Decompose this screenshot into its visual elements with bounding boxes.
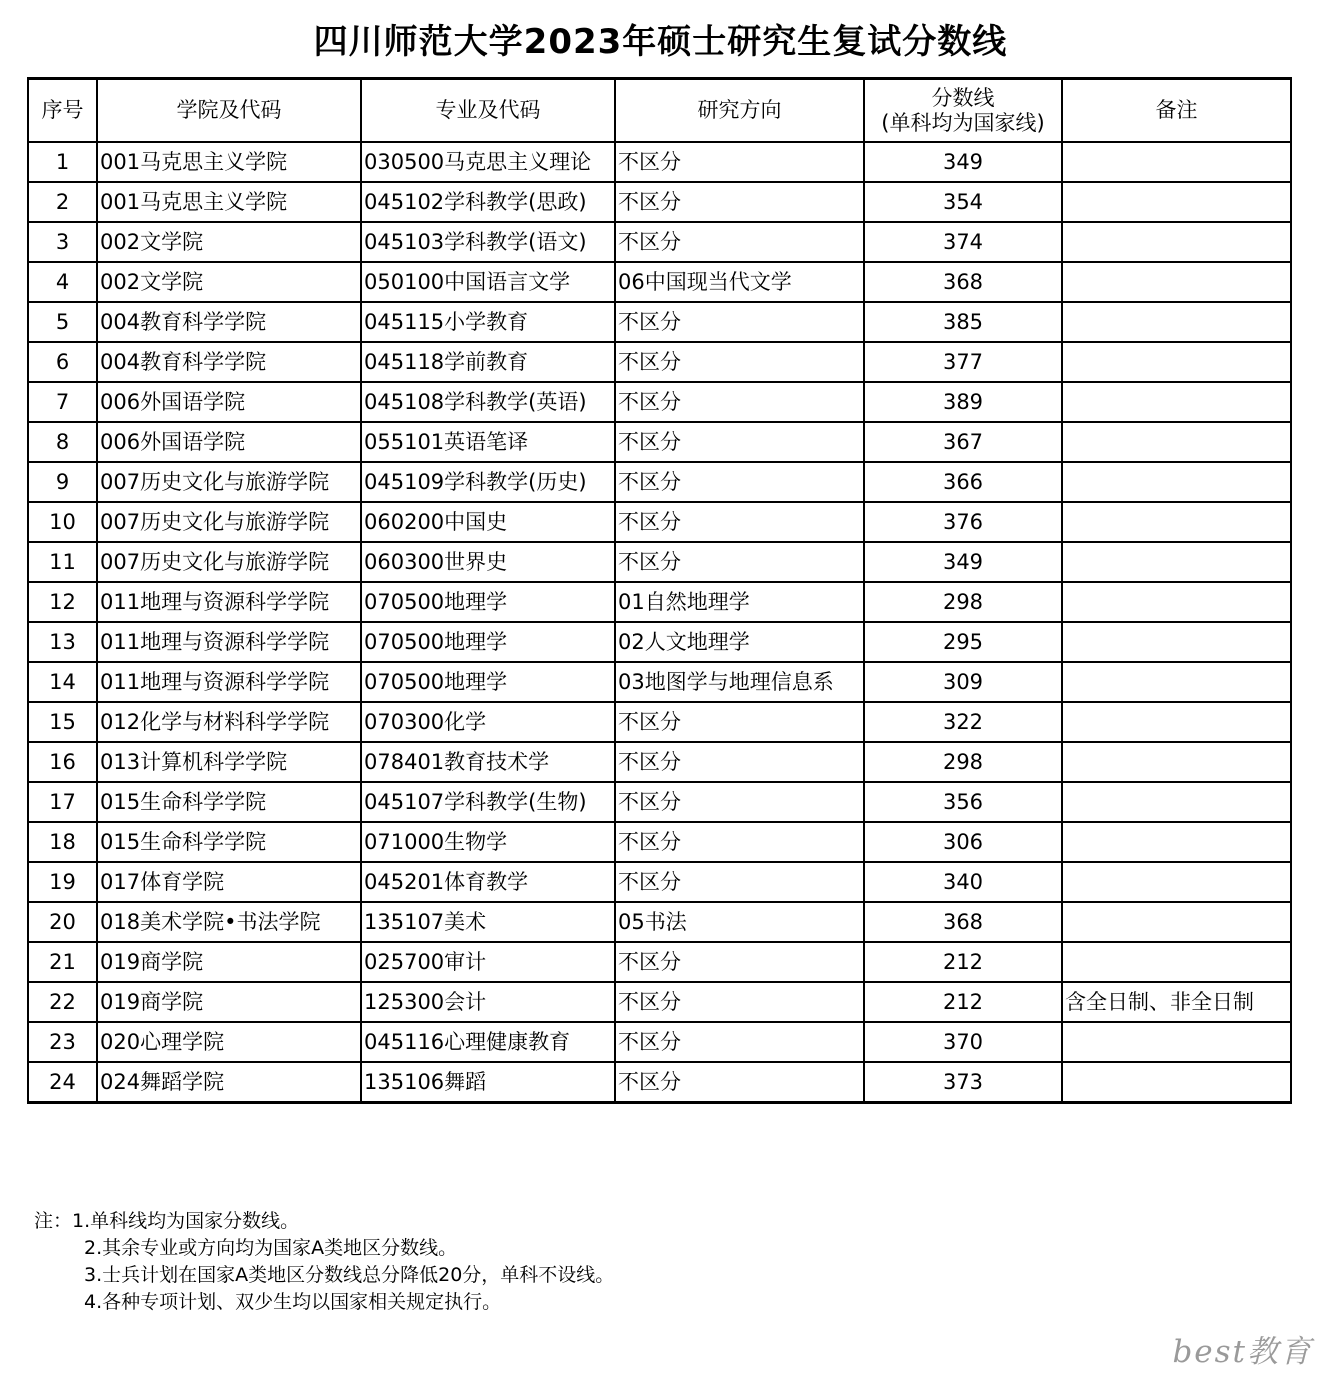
cell-score: 354 <box>864 182 1062 222</box>
cell-major: 045107学科教学(生物) <box>361 782 615 822</box>
table-row <box>28 222 1291 262</box>
cell-major: 025700审计 <box>361 942 615 982</box>
cell-score: 309 <box>864 662 1062 702</box>
cell-major: 070300化学 <box>361 702 615 742</box>
footnote-3: 3.士兵计划在国家A类地区分数线总分降低20分，单科不设线。 <box>84 1264 615 1286</box>
cell-note <box>1062 742 1291 782</box>
table-row <box>28 502 1291 542</box>
table-row <box>28 542 1291 582</box>
table-header <box>28 79 1291 143</box>
cell-direction: 05书法 <box>615 902 864 942</box>
cell-score: 385 <box>864 302 1062 342</box>
cell-school: 007历史文化与旅游学院 <box>97 502 361 542</box>
cell-direction: 不区分 <box>615 942 864 982</box>
cell-major: 045102学科教学(思政) <box>361 182 615 222</box>
cell-score: 367 <box>864 422 1062 462</box>
table-row <box>28 582 1291 622</box>
cell-note <box>1062 542 1291 582</box>
cell-school: 020心理学院 <box>97 1022 361 1062</box>
header-direction: 研究方向 <box>615 79 864 143</box>
table-row <box>28 1022 1291 1062</box>
watermark-logo: best教育 <box>1172 1334 1313 1370</box>
cell-direction: 不区分 <box>615 302 864 342</box>
cell-index: 20 <box>28 902 97 942</box>
cell-school: 011地理与资源科学学院 <box>97 582 361 622</box>
cell-note <box>1062 1062 1291 1103</box>
cell-direction: 不区分 <box>615 1062 864 1103</box>
cell-score: 376 <box>864 502 1062 542</box>
cell-note <box>1062 582 1291 622</box>
table-row <box>28 302 1291 342</box>
table-row <box>28 622 1291 662</box>
cell-index: 16 <box>28 742 97 782</box>
cell-note <box>1062 142 1291 182</box>
cell-index: 8 <box>28 422 97 462</box>
table-row <box>28 742 1291 782</box>
cell-school: 018美术学院•书法学院 <box>97 902 361 942</box>
table-row <box>28 342 1291 382</box>
cell-major: 071000生物学 <box>361 822 615 862</box>
cell-major: 045201体育教学 <box>361 862 615 902</box>
table-row <box>28 422 1291 462</box>
cell-index: 24 <box>28 1062 97 1103</box>
header-score-subtitle: (单科均为国家线) <box>881 110 1045 135</box>
cell-index: 5 <box>28 302 97 342</box>
cell-index: 3 <box>28 222 97 262</box>
cell-score: 322 <box>864 702 1062 742</box>
cell-note <box>1062 342 1291 382</box>
cell-school: 015生命科学学院 <box>97 822 361 862</box>
cell-note: 含全日制、非全日制 <box>1062 982 1291 1022</box>
footnote-4: 4.各种专项计划、双少生均以国家相关规定执行。 <box>84 1291 502 1313</box>
cell-score: 349 <box>864 142 1062 182</box>
cell-index: 19 <box>28 862 97 902</box>
table-body <box>28 142 1291 1103</box>
cell-major: 045116心理健康教育 <box>361 1022 615 1062</box>
cell-major: 070500地理学 <box>361 582 615 622</box>
cell-major: 070500地理学 <box>361 622 615 662</box>
header-index: 序号 <box>28 79 97 143</box>
cell-major: 070500地理学 <box>361 662 615 702</box>
cell-note <box>1062 822 1291 862</box>
cell-note <box>1062 462 1291 502</box>
cell-direction: 不区分 <box>615 342 864 382</box>
cell-note <box>1062 262 1291 302</box>
cell-direction: 不区分 <box>615 142 864 182</box>
cell-school: 002文学院 <box>97 222 361 262</box>
cell-note <box>1062 902 1291 942</box>
table-row <box>28 702 1291 742</box>
cell-note <box>1062 382 1291 422</box>
cell-index: 10 <box>28 502 97 542</box>
cell-score: 212 <box>864 942 1062 982</box>
cell-major: 078401教育技术学 <box>361 742 615 782</box>
cell-direction: 06中国现当代文学 <box>615 262 864 302</box>
cell-major: 050100中国语言文学 <box>361 262 615 302</box>
cell-index: 1 <box>28 142 97 182</box>
cell-index: 22 <box>28 982 97 1022</box>
score-table <box>27 77 1292 1104</box>
cell-score: 368 <box>864 262 1062 302</box>
footnote-1: 注：1.单科线均为国家分数线。 <box>34 1210 300 1232</box>
cell-direction: 不区分 <box>615 422 864 462</box>
cell-school: 015生命科学学院 <box>97 782 361 822</box>
table-row <box>28 262 1291 302</box>
cell-direction: 02人文地理学 <box>615 622 864 662</box>
table-row <box>28 142 1291 182</box>
cell-school: 004教育科学学院 <box>97 342 361 382</box>
cell-major: 135106舞蹈 <box>361 1062 615 1103</box>
header-note: 备注 <box>1062 79 1291 143</box>
cell-index: 6 <box>28 342 97 382</box>
cell-direction: 不区分 <box>615 382 864 422</box>
cell-index: 2 <box>28 182 97 222</box>
cell-score: 295 <box>864 622 1062 662</box>
cell-index: 23 <box>28 1022 97 1062</box>
cell-major: 125300会计 <box>361 982 615 1022</box>
cell-score: 370 <box>864 1022 1062 1062</box>
cell-school: 019商学院 <box>97 942 361 982</box>
cell-score: 298 <box>864 742 1062 782</box>
cell-direction: 不区分 <box>615 1022 864 1062</box>
cell-score: 389 <box>864 382 1062 422</box>
cell-score: 349 <box>864 542 1062 582</box>
cell-index: 21 <box>28 942 97 982</box>
cell-score: 374 <box>864 222 1062 262</box>
cell-score: 298 <box>864 582 1062 622</box>
cell-note <box>1062 622 1291 662</box>
cell-direction: 不区分 <box>615 542 864 582</box>
cell-index: 4 <box>28 262 97 302</box>
cell-major: 045109学科教学(历史) <box>361 462 615 502</box>
table-row <box>28 182 1291 222</box>
cell-score: 373 <box>864 1062 1062 1103</box>
table-row <box>28 782 1291 822</box>
cell-index: 13 <box>28 622 97 662</box>
cell-major: 060200中国史 <box>361 502 615 542</box>
cell-direction: 不区分 <box>615 782 864 822</box>
table-row <box>28 902 1291 942</box>
cell-school: 006外国语学院 <box>97 382 361 422</box>
cell-score: 340 <box>864 862 1062 902</box>
cell-index: 7 <box>28 382 97 422</box>
cell-note <box>1062 782 1291 822</box>
header-row <box>28 79 1291 143</box>
cell-note <box>1062 862 1291 902</box>
cell-index: 11 <box>28 542 97 582</box>
cell-major: 135107美术 <box>361 902 615 942</box>
cell-major: 045108学科教学(英语) <box>361 382 615 422</box>
cell-direction: 01自然地理学 <box>615 582 864 622</box>
cell-direction: 不区分 <box>615 862 864 902</box>
footnotes <box>34 1208 614 1316</box>
cell-school: 012化学与材料科学学院 <box>97 702 361 742</box>
cell-score: 366 <box>864 462 1062 502</box>
cell-school: 001马克思主义学院 <box>97 142 361 182</box>
cell-score: 377 <box>864 342 1062 382</box>
cell-major: 045103学科教学(语文) <box>361 222 615 262</box>
cell-direction: 不区分 <box>615 982 864 1022</box>
cell-school: 011地理与资源科学学院 <box>97 622 361 662</box>
cell-direction: 03地图学与地理信息系 <box>615 662 864 702</box>
table-row <box>28 462 1291 502</box>
cell-direction: 不区分 <box>615 742 864 782</box>
cell-note <box>1062 302 1291 342</box>
cell-direction: 不区分 <box>615 822 864 862</box>
cell-score: 368 <box>864 902 1062 942</box>
cell-direction: 不区分 <box>615 222 864 262</box>
cell-school: 017体育学院 <box>97 862 361 902</box>
cell-school: 013计算机科学学院 <box>97 742 361 782</box>
cell-school: 004教育科学学院 <box>97 302 361 342</box>
cell-note <box>1062 1022 1291 1062</box>
cell-note <box>1062 422 1291 462</box>
table-row <box>28 862 1291 902</box>
cell-index: 18 <box>28 822 97 862</box>
cell-score: 306 <box>864 822 1062 862</box>
table-row <box>28 822 1291 862</box>
header-school: 学院及代码 <box>97 79 361 143</box>
cell-school: 024舞蹈学院 <box>97 1062 361 1103</box>
cell-direction: 不区分 <box>615 462 864 502</box>
cell-direction: 不区分 <box>615 502 864 542</box>
cell-major: 045118学前教育 <box>361 342 615 382</box>
cell-index: 15 <box>28 702 97 742</box>
cell-note <box>1062 502 1291 542</box>
cell-school: 019商学院 <box>97 982 361 1022</box>
cell-major: 045115小学教育 <box>361 302 615 342</box>
footnote-2: 2.其余专业或方向均为国家A类地区分数线。 <box>84 1237 458 1259</box>
cell-index: 14 <box>28 662 97 702</box>
cell-major: 055101英语笔译 <box>361 422 615 462</box>
cell-index: 12 <box>28 582 97 622</box>
cell-school: 001马克思主义学院 <box>97 182 361 222</box>
cell-note <box>1062 702 1291 742</box>
page-title: 四川师范大学2023年硕士研究生复试分数线 <box>313 22 1008 62</box>
table-row <box>28 382 1291 422</box>
cell-index: 17 <box>28 782 97 822</box>
table-row <box>28 942 1291 982</box>
header-major: 专业及代码 <box>361 79 615 143</box>
cell-school: 006外国语学院 <box>97 422 361 462</box>
cell-direction: 不区分 <box>615 182 864 222</box>
cell-note <box>1062 182 1291 222</box>
cell-note <box>1062 942 1291 982</box>
cell-school: 007历史文化与旅游学院 <box>97 462 361 502</box>
table-row <box>28 662 1291 702</box>
cell-school: 002文学院 <box>97 262 361 302</box>
cell-score: 212 <box>864 982 1062 1022</box>
header-score-title: 分数线 <box>931 86 995 111</box>
cell-note <box>1062 222 1291 262</box>
cell-school: 007历史文化与旅游学院 <box>97 542 361 582</box>
cell-major: 030500马克思主义理论 <box>361 142 615 182</box>
header-score <box>864 79 1062 143</box>
table-row <box>28 1062 1291 1103</box>
cell-index: 9 <box>28 462 97 502</box>
cell-school: 011地理与资源科学学院 <box>97 662 361 702</box>
cell-note <box>1062 662 1291 702</box>
cell-direction: 不区分 <box>615 702 864 742</box>
table-row <box>28 982 1291 1022</box>
cell-score: 356 <box>864 782 1062 822</box>
cell-major: 060300世界史 <box>361 542 615 582</box>
